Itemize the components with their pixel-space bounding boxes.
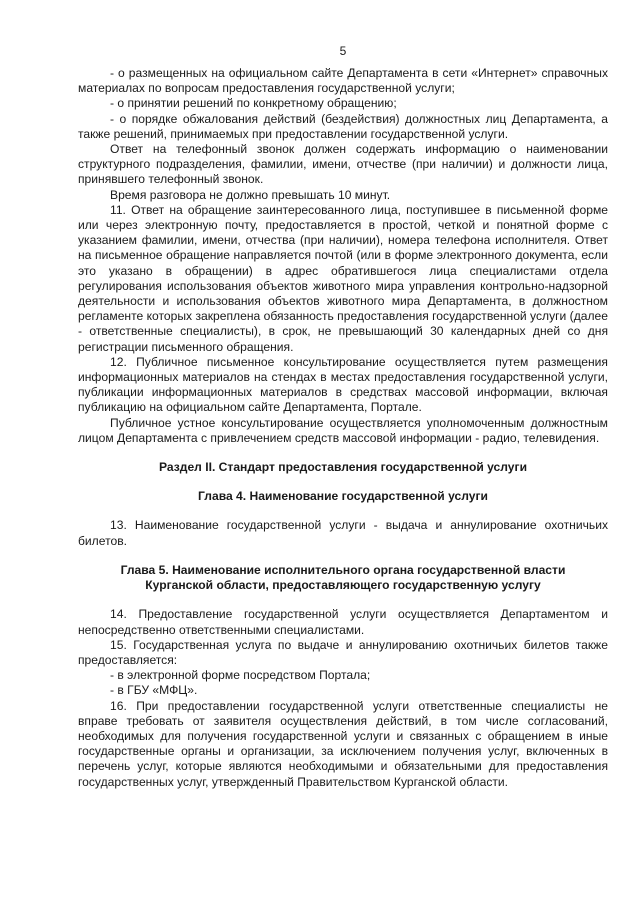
paragraph-website-info: - о размещенных на официальном сайте Департамента в сети «Интернет» справочных материалах по вопросам предоставления государственной услуги; — [78, 66, 608, 96]
chapter-5-heading-line2: Курганской области, предоставляющего государственную услугу — [145, 578, 541, 593]
paragraph-13: 13. Наименование государственной услуги - выдача и аннулирование охотничьих билетов. — [78, 518, 608, 548]
section-heading: Раздел II. Стандарт предоставления государственной услуги — [158, 460, 527, 475]
paragraph-16: 16. При предоставлении государственной услуги ответственные специалисты не вправе требовать от заявителя осуществления действий, в том числе согласований, необходимых для получения государственной услуги и связанных с обращением в иные государственные органы и организации, за исключением получения услуг, включенных в перечень услуг, которые являются необходимыми и обязательными для предоставления государственных услуг, утвержденный Правительством Курганской области. — [78, 698, 608, 789]
paragraph-call-time: Время разговора не должно превышать 10 минут. — [110, 187, 391, 202]
paragraph-decisions: - о принятии решений по конкретному обращению; — [110, 96, 397, 111]
paragraph-15: 15. Государственная услуга по выдаче и аннулированию охотничьих билетов также предоставляется: — [78, 637, 608, 667]
paragraph-oral-consulting: Публичное устное консультирование осуществляется уполномоченным должностным лицом Департамента с привлечением средств массовой информации - радио, телевидения. — [78, 415, 608, 445]
list-item-mfc: - в ГБУ «МФЦ». — [110, 683, 198, 698]
paragraph-appeal: - о порядке обжалования действий (бездействия) должностных лиц Департамента, а также решений, принимаемых при предоставлении государственной услуги. — [78, 111, 608, 141]
paragraph-12: 12. Публичное письменное консультирование осуществляется путем размещения информационных материалов на стендах в местах предоставления государственной услуги, публикации информационных материалов в средствах массовой информации, включая публикацию на официальном сайте Департамента, Портале. — [78, 354, 608, 415]
paragraph-14: 14. Предоставление государственной услуги осуществляется Департаментом и непосредственно ответственными специалистами. — [78, 607, 608, 637]
paragraph-11: 11. Ответ на обращение заинтересованного лица, поступившее в письменной форме или через электронную почту, предоставляется в простой, четкой и понятной форме с указанием фамилии, имени, отчества (при наличии), номера телефона исполнителя. Ответ на письменное обращение направляется почтой (или в форме электронного документа, если это указано в обращении) в адрес обратившегося лица специалистами отдела регулирования использования объектов животного мира управления контрольно-надзорной деятельности и использования объектов животного мира Департамента, в должностном регламенте которых закреплена обязанность предоставления государственной услуги (далее - ответственные специалисты), в срок, не превышающий 30 календарных дней со дня регистрации письменного обращения. — [78, 202, 608, 354]
page-number: 5 — [339, 44, 347, 58]
list-item-portal: - в электронной форме посредством Портала; — [110, 668, 371, 683]
chapter-5-heading-line1: Глава 5. Наименование исполнительного органа государственной власти — [120, 562, 566, 577]
paragraph-phone-answer: Ответ на телефонный звонок должен содержать информацию о наименовании структурного подразделения, фамилии, имени, отчестве (при наличии) и должности лица, принявшего телефонный звонок. — [78, 142, 608, 187]
chapter-4-heading: Глава 4. Наименование государственной услуги — [198, 489, 488, 504]
document-page — [78, 44, 608, 790]
